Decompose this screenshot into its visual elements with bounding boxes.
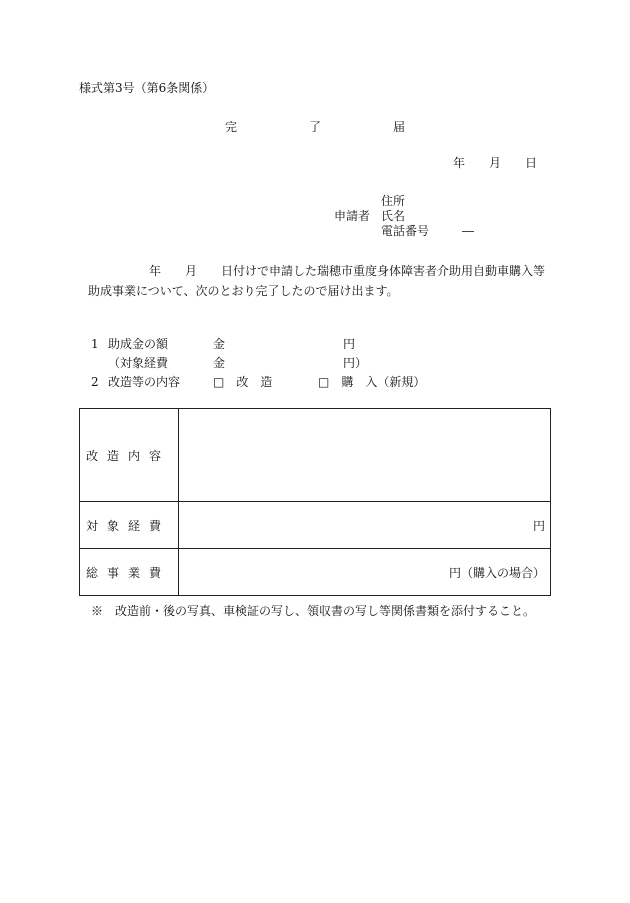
details-table: [79, 408, 551, 596]
form-number: 様式第3号（第6条関係）: [79, 81, 215, 95]
item1-yen-prefix: 金: [213, 337, 226, 351]
phone-separator: ―: [462, 224, 474, 238]
item1b-label: （対象経費: [108, 356, 169, 370]
name-label: 氏名: [381, 209, 406, 223]
body-paragraph: 年 月 日付けで申請した瑞穂市重度身体障害者介助用自動車購入等助成事業について、次のとおり完了したので届け出ます。: [88, 264, 546, 298]
checkbox-purchase[interactable]: □ 購 入（新規）: [318, 375, 426, 389]
address-label: 住所: [381, 194, 406, 208]
table-row: [80, 409, 551, 502]
phone-label: 電話番号: [381, 224, 430, 238]
item1b-yen-suffix: 円）: [343, 356, 368, 370]
total-cost-field[interactable]: 円（購入の場合）: [179, 549, 551, 596]
total-cost-label: 総事業費: [80, 549, 179, 596]
item1-number: 1: [91, 337, 99, 351]
modification-content-label: 改造内容: [80, 409, 179, 502]
item1b-yen-prefix: 金: [213, 356, 226, 370]
item1-yen-suffix: 円: [343, 337, 356, 351]
table-row: [80, 549, 551, 596]
item2-number: 2: [91, 375, 99, 389]
checkbox-modification[interactable]: □ 改 造: [213, 375, 273, 389]
table-row: [80, 502, 551, 549]
eligible-cost-label: 対象経費: [80, 502, 179, 549]
date-line: 年 月 日: [453, 156, 538, 170]
attachment-note: ※ 改造前・後の写真、車検証の写し、領収書の写し等関係書類を添付すること。: [91, 604, 536, 618]
document-title: 完 了 届: [225, 120, 406, 134]
eligible-cost-field[interactable]: 円: [179, 502, 551, 549]
applicant-label: 申請者: [334, 209, 371, 223]
item2-label: 改造等の内容: [108, 375, 181, 389]
item1-label: 助成金の額: [108, 337, 169, 351]
modification-content-field[interactable]: [179, 409, 551, 502]
